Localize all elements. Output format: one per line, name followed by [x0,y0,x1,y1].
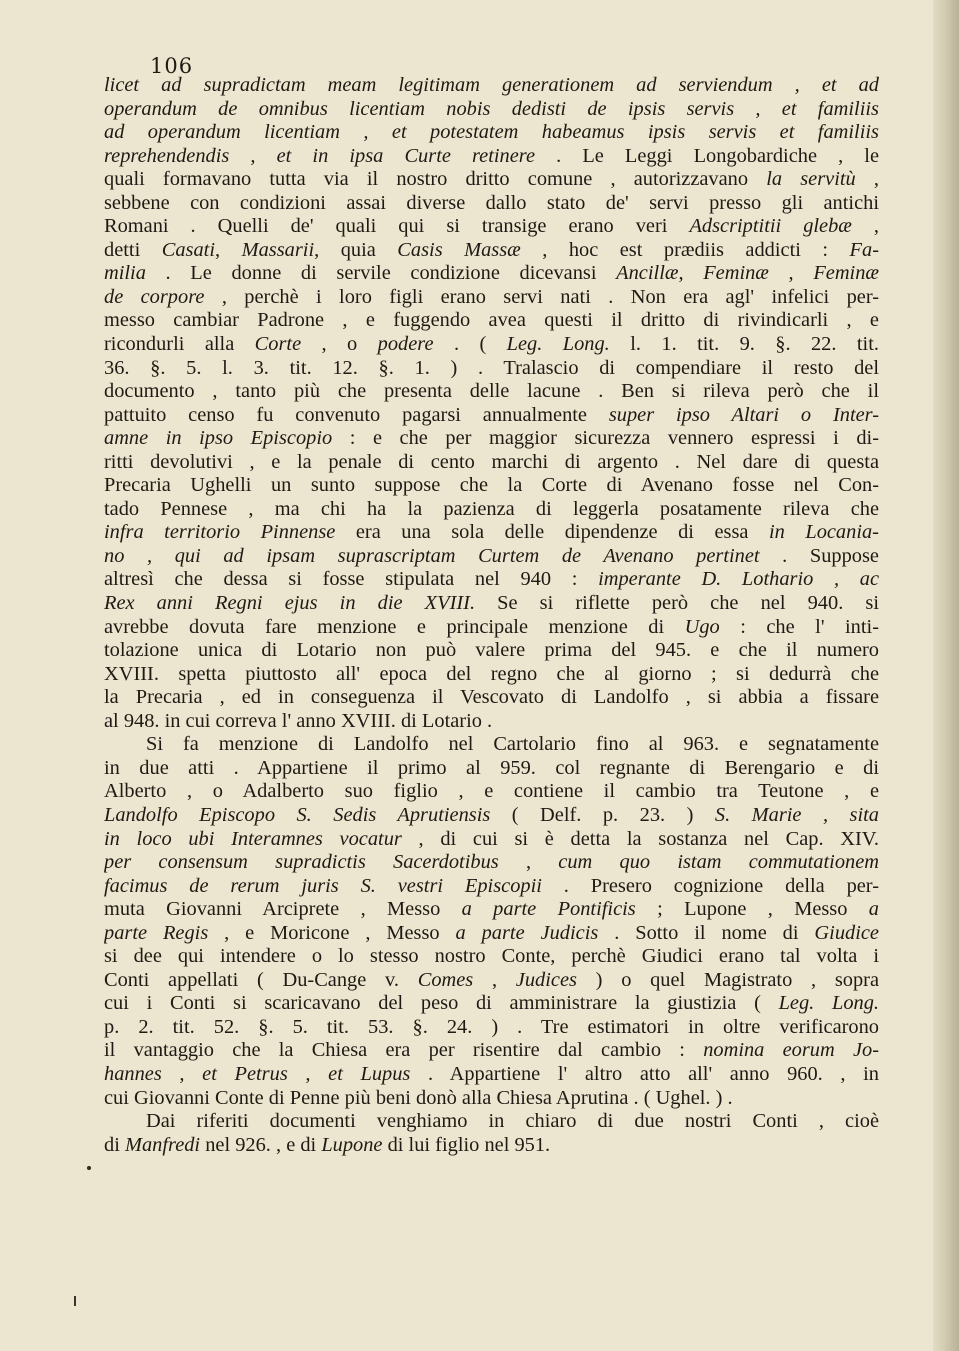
roman-text: Romani . Quelli de' quali qui si transige erano veri [104,215,690,238]
italic-text: Rex anni Regni ejus in die XVIII. [104,592,476,615]
italic-text: Feminæ [813,262,879,285]
roman-text: . Suppose [759,544,879,567]
text-line [104,498,879,522]
roman-text: 36. §. 5. l. 3. tit. 12. §. 1. ) . Tralascio di compendiare il resto del [104,356,879,379]
text-line [104,686,879,710]
roman-text: era una sola delle dipendenze di essa [335,521,769,544]
roman-text: di [104,1133,125,1156]
roman-text: tado Pennese , ma chi ha la pazienza di leggerla posatamente rileva che [104,497,879,520]
text-line [104,733,879,757]
text-line [104,239,879,263]
italic-text: podere [377,333,434,356]
roman-text: Conti appellati ( Du-Cange v. [104,968,418,991]
roman-text: la Precaria , ed in conseguenza il Vescovato di Landolfo , si abbia a fissare [104,686,879,709]
italic-text: Ugo [684,615,720,638]
italic-text: Leg. Long. [778,992,879,1015]
text-line [104,639,879,663]
roman-text: : che l' inti- [719,615,879,638]
roman-text: detti [104,238,162,261]
body-text [104,74,879,1157]
text-line [104,1016,879,1040]
roman-text: Se si riflette però che nel 940. si [475,592,879,615]
roman-text: . Presero cognizione della per- [541,874,879,897]
text-line [104,357,879,381]
roman-text: ) o quel Magistrato , sopra [576,968,879,991]
roman-text: documento , tanto più che presenta delle lacune . Ben si rileva però che il [104,380,879,403]
roman-text: , quia [314,238,398,261]
text-line [104,545,879,569]
italic-text: Massarii [241,238,315,261]
text-line [104,98,879,122]
text-line [104,992,879,1016]
italic-text: Manfredi [124,1133,201,1156]
text-line [104,945,879,969]
roman-text: , di cui si è detta la sostanza nel Cap. XIV. [401,827,879,850]
roman-text: pattuito censo fu convenuto pagarsi annualmente [104,403,609,426]
italic-text: hannes , et Petrus , et Lupus [104,1062,411,1085]
text-line [104,1087,879,1111]
text-line [104,1110,879,1134]
roman-text: ( Delf. p. 23. ) [490,803,715,826]
roman-text: Dai riferiti documenti venghiamo in chiaro di due nostri Conti , cioè [146,1110,879,1133]
roman-text: . Sotto il nome di [598,921,815,944]
roman-text: avrebbe dovuta fare menzione e principale menzione di [104,615,685,638]
text-line [104,875,879,899]
italic-text: reprehendendis , et in ipsa Curte retinere [104,144,536,167]
italic-text: facimus de rerum juris S. vestri Episcopii [104,874,542,897]
italic-text: nomina eorum Jo- [703,1039,879,1062]
text-line [104,474,879,498]
italic-text: Adscriptitii glebæ [689,215,852,238]
roman-text: ; Lupone , Messo [635,898,869,921]
roman-text: l. 1. tit. 9. §. 22. tit. [609,333,879,356]
roman-text: il vantaggio che la Chiesa era per risentire dal cambio : [104,1039,704,1062]
text-line [104,828,879,852]
text-line [104,215,879,239]
italic-text: operandum de omnibus licentiam nobis dedisti de ipsis servis , et familiis [104,97,879,120]
italic-text: Comes [417,968,474,991]
text-line [104,333,879,357]
italic-text: Corte [254,333,302,356]
text-line [104,1134,879,1158]
roman-text: nel 926. , e di [200,1133,322,1156]
roman-text: , [678,262,704,285]
text-line [104,192,879,216]
text-line [104,780,879,804]
roman-text: : e che per maggior sicurezza vennero espressi i di- [332,427,879,450]
italic-text: imperante D. Lothario , ac [598,568,879,591]
italic-text: milia [104,262,146,285]
roman-text: quali formavano tutta via il nostro dritto comune , autorizzavano [104,168,767,191]
italic-text: cum quo istam commutationem [558,851,879,874]
italic-text: Ancillæ [616,262,679,285]
italic-text: super ipso Altari o Inter- [608,403,879,426]
text-line [104,592,879,616]
roman-text: messo cambiar Padrone , e fuggendo avea questi il dritto di rivindicarli , e [104,309,879,332]
roman-text: , o [301,333,378,356]
italic-text: parte Regis [104,921,209,944]
text-line [104,168,879,192]
text-line [104,922,879,946]
italic-text: de corpore [104,285,205,308]
roman-text: altresì che dessa si fosse stipulata nel 940 : [104,568,599,591]
roman-text: al 948. in cui correva l' anno XVIII. di Lotario . [104,709,493,732]
text-line [104,262,879,286]
italic-text: Fa- [849,238,879,261]
text-line [104,521,879,545]
text-line [104,969,879,993]
italic-text: a parte Judicis [455,921,599,944]
text-line [104,145,879,169]
italic-text: Casati [161,238,215,261]
text-line [104,616,879,640]
text-line [104,427,879,451]
italic-text: Leg. Long. [506,333,610,356]
italic-text: no , qui ad ipsam suprascriptam Curtem de Avenano pertinet [104,544,760,567]
roman-text: sebbene con condizioni assai diverse dallo stato de' servi presso gli antichi [104,191,879,214]
text-line [104,74,879,98]
roman-text: , hoc est prædiis addicti : [520,238,850,261]
text-line [104,757,879,781]
italic-text: ad operandum licentiam , et potestatem habeamus ipsis servis et familiis [104,121,879,144]
italic-text: in Locania- [768,521,879,544]
italic-text: per consensum supradictis Sacerdotibus [104,851,499,874]
page-edge-shadow [933,0,959,1351]
roman-text: . Le donne di servile condizione dicevansi [145,262,617,285]
text-line [104,286,879,310]
roman-text: , [473,968,516,991]
roman-text: , [851,215,879,238]
text-line [104,121,879,145]
italic-text: in loco ubi Interamnes vocatur [104,827,402,850]
italic-text: Judices [515,968,577,991]
text-line [104,804,879,828]
roman-text: cui Giovanni Conte di Penne più beni donò alla Chiesa Aprutina . ( Ughel. ) . [104,1086,733,1109]
roman-text: XVIII. spetta piuttosto all' epoca del regno che al giorno ; si dedurrà che [104,662,879,685]
roman-text: muta Giovanni Arciprete , Messo [104,898,462,921]
text-line [104,851,879,875]
roman-text: si dee qui intendere o lo stesso nostro Conte, perchè Giudici erano tal volta i [104,945,879,968]
italic-text: S. Marie , sita [714,803,879,826]
roman-text: Si fa menzione di Landolfo nel Cartolario fino al 963. e segnatamente [146,733,879,756]
italic-text: infra territorio Pinnense [104,521,336,544]
italic-text: amne in ipso Episcopio [104,427,333,450]
italic-text: a parte Pontificis [461,898,636,921]
text-line [104,1063,879,1087]
roman-text: in due atti . Appartiene il primo al 959. col regnante di Berengario e di [104,756,879,779]
text-line [104,404,879,428]
roman-text: Alberto , o Adalberto suo figlio , e contiene il cambio tra Teutone , e [104,780,879,803]
text-line [104,1039,879,1063]
italic-text: la servitù [766,168,856,191]
roman-text: , [498,851,559,874]
italic-text: Casis Massæ [397,238,521,261]
margin-mark [87,1166,91,1170]
roman-text: Precaria Ughelli un sunto suppose che la Corte di Avenano fosse nel Con- [104,474,879,497]
roman-text: , [855,168,879,191]
italic-text: Giudice [814,921,879,944]
roman-text: tolazione unica di Lotario non può valere prima del 945. e che il numero [104,639,879,662]
roman-text: cui i Conti si scaricavano del peso di amministrare la giustizia ( [104,992,779,1015]
italic-text: Feminæ [703,262,769,285]
roman-text: , [215,238,242,261]
roman-text: ricondurli alla [104,333,255,356]
page-number: 106 [150,54,194,78]
roman-text: , perchè i loro figli erano servi nati . Non era agl' infelici per- [204,285,879,308]
italic-text: Landolfo Episcopo S. Sedis Aprutiensis [104,803,491,826]
text-line [104,309,879,333]
text-line [104,380,879,404]
roman-text: , [768,262,814,285]
text-line [104,451,879,475]
text-line [104,568,879,592]
roman-text: p. 2. tit. 52. §. 5. tit. 53. §. 24. ) . Tre estimatori in oltre verificarono [104,1015,879,1038]
italic-text: Lupone [321,1133,383,1156]
text-line [104,710,879,734]
roman-text: di lui figlio nel 951. [382,1133,551,1156]
italic-text: a [868,898,879,921]
roman-text: . Appartiene l' altro atto all' anno 960. , in [410,1062,879,1085]
italic-text: licet ad supradictam meam legitimam generationem ad serviendum , et ad [104,74,879,96]
margin-tick [74,1296,76,1306]
roman-text: ritti devolutivi , e la penale di cento marchi di argento . Nel dare di questa [104,450,879,473]
text-line [104,898,879,922]
roman-text: . Le Leggi Longobardiche , le [535,144,879,167]
text-line [104,663,879,687]
roman-text: , e Moricone , Messo [208,921,456,944]
roman-text: . ( [433,333,507,356]
